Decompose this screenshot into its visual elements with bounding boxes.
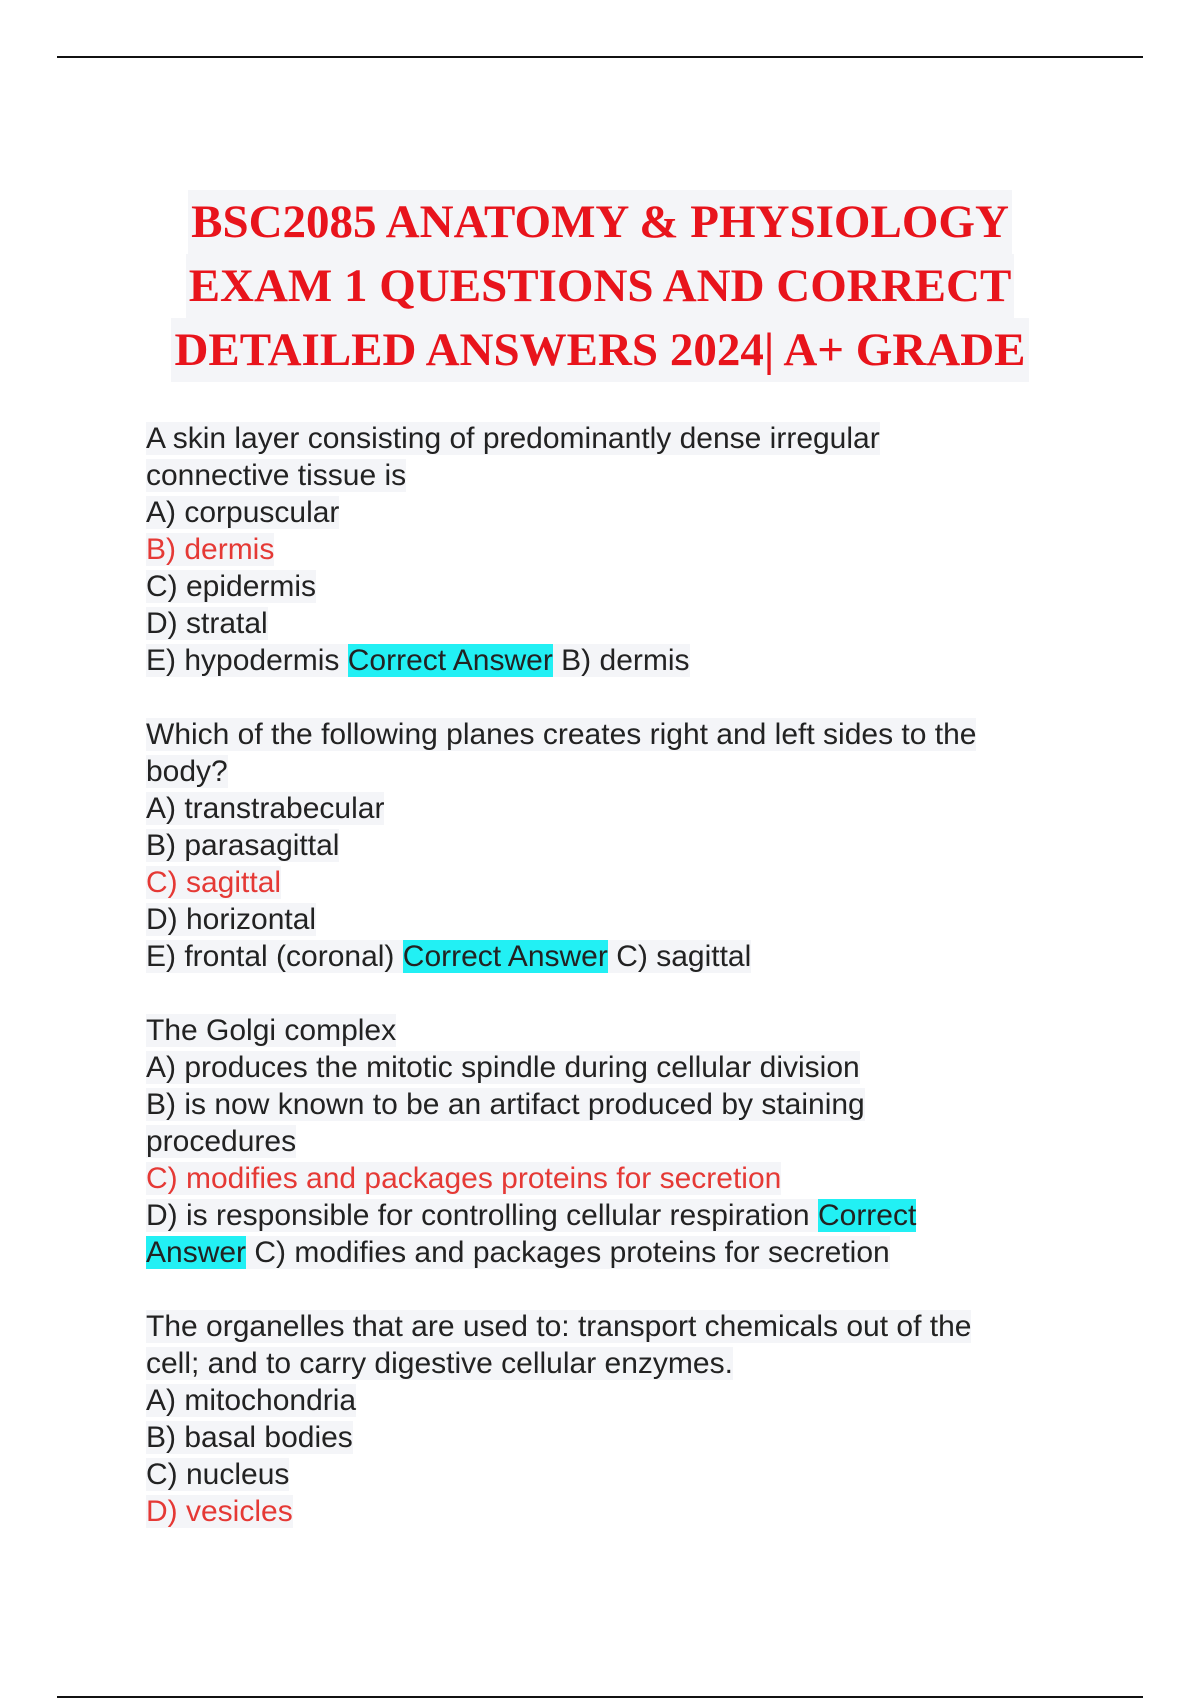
- question-stem: Which of the following planes creates right and left sides to the: [146, 718, 977, 751]
- correct-answer-label-part2: Answer: [146, 1236, 247, 1269]
- option-a: A) corpuscular: [146, 496, 340, 529]
- option-c: C) epidermis: [146, 570, 317, 603]
- option-c: C) nucleus: [146, 1458, 290, 1491]
- document-title: [0, 190, 1200, 382]
- question-stem: cell; and to carry digestive cellular enzymes.: [146, 1347, 733, 1380]
- question-stem: body?: [146, 755, 228, 788]
- option-b-continued: procedures: [146, 1125, 297, 1158]
- option-b: B) parasagittal: [146, 829, 340, 862]
- title-line-3: DETAILED ANSWERS 2024| A+ GRADE: [171, 318, 1028, 382]
- question-stem: A skin layer consisting of predominantly dense irregular: [146, 422, 880, 455]
- correct-answer-label: Correct Answer: [402, 940, 608, 973]
- option-d-correct: D) vesicles: [146, 1495, 293, 1528]
- option-d: D) is responsible for controlling cellular respiration: [146, 1199, 810, 1232]
- option-b: B) basal bodies: [146, 1421, 353, 1454]
- option-a: A) mitochondria: [146, 1384, 357, 1417]
- option-a: A) produces the mitotic spindle during cellular division: [146, 1051, 860, 1084]
- correct-answer-label: Correct Answer: [347, 644, 553, 677]
- bottom-rule: [57, 1696, 1143, 1698]
- answer-text: B) dermis: [561, 644, 690, 677]
- option-e: E) frontal (coronal): [146, 940, 395, 973]
- question-1: [146, 420, 1076, 679]
- top-rule: [57, 56, 1143, 58]
- question-list: [146, 420, 1076, 1567]
- option-b-correct: B) dermis: [146, 533, 275, 566]
- correct-answer-label-part1: Correct: [817, 1199, 917, 1232]
- question-4: [146, 1308, 1076, 1530]
- answer-text: C) sagittal: [616, 940, 752, 973]
- question-stem: The organelles that are used to: transport chemicals out of the: [146, 1310, 972, 1343]
- title-line-1: BSC2085 ANATOMY & PHYSIOLOGY: [188, 190, 1012, 254]
- option-d: D) horizontal: [146, 903, 317, 936]
- option-b: B) is now known to be an artifact produced by staining: [146, 1088, 865, 1121]
- question-stem: The Golgi complex: [146, 1014, 397, 1047]
- option-c-correct: C) sagittal: [146, 866, 282, 899]
- title-line-2: EXAM 1 QUESTIONS AND CORRECT: [186, 254, 1015, 318]
- option-a: A) transtrabecular: [146, 792, 385, 825]
- option-c-correct: C) modifies and packages proteins for secretion: [146, 1162, 782, 1195]
- option-d: D) stratal: [146, 607, 268, 640]
- question-stem: connective tissue is: [146, 459, 407, 492]
- answer-text: C) modifies and packages proteins for secretion: [254, 1236, 890, 1269]
- question-2: [146, 716, 1076, 975]
- question-3: [146, 1012, 1076, 1271]
- option-e: E) hypodermis: [146, 644, 340, 677]
